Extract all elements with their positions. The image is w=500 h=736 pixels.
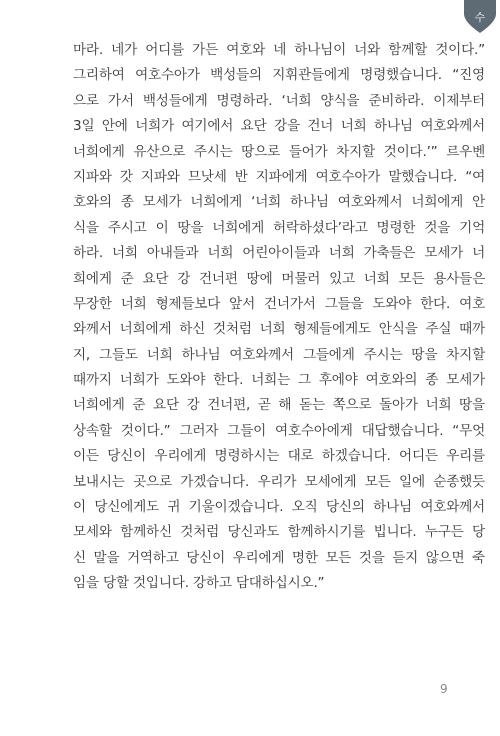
text-line: 때까지 너희가 도와야 한다. 너희는 그 후에야 여호와의 종 모세가 [73,372,485,389]
text-line: 희에게 준 요단 강 건너편 땅에 머물러 있고 너희 모든 용사들은 [73,270,485,287]
chapter-badge-shape [460,0,500,40]
text-line: 상속할 것이다.” 그러자 그들이 여호수아에게 대답했습니다. “무엇 [73,422,485,439]
text-line: 하라. 너희 아내들과 너희 어린아이들과 너희 가축들은 모세가 너 [73,245,485,262]
page-number: 9 [440,682,448,696]
text-line: 그리하여 여호수아가 백성들의 지휘관들에게 명령했습니다. “진영 [73,67,485,84]
text-line: 와께서 너희에게 하신 것처럼 너희 형제들에게도 안식을 주실 때까 [73,321,485,338]
text-line: 으로 가서 백성들에게 명령하라. ‘너희 양식을 준비하라. 이제부터 [73,92,485,109]
text-line: 이 당신에게도 귀 기울이겠습니다. 오직 당신의 하나님 여호와께서 [73,499,485,516]
text-line: 식을 주시고 이 땅을 너희에게 허락하셨다’라고 명령한 것을 기억 [73,219,485,236]
text-line: 3일 안에 너희가 여기에서 요단 강을 건너 너희 하나님 여호와께서 [73,118,485,135]
text-line: 지파와 갓 지파와 므낫세 반 지파에게 여호수아가 말했습니다. “여 [73,168,485,185]
text-line: 너희에게 준 요단 강 건너편, 곧 해 돋는 쪽으로 돌아가 너희 땅을 [73,397,485,414]
text-line: 지, 그들도 너희 하나님 여호와께서 그들에게 주시는 땅을 차지할 [73,346,485,363]
text-line: 너희에게 유산으로 주시는 땅으로 들어가 차지할 것이다.’” 르우벤 [73,143,485,160]
text-line: 모세와 함께하신 것처럼 당신과도 함께하시기를 빕니다. 누구든 당 [73,524,485,541]
text-line: 호와의 종 모세가 너희에게 ‘너희 하나님 여호와께서 너희에게 안 [73,194,485,211]
text-line: 무장한 너희 형제들보다 앞서 건너가서 그들을 도와야 한다. 여호 [73,295,485,312]
text-line-last: 임을 당할 것입니다. 강하고 담대하십시오.” [73,575,325,592]
text-line: 신 말을 거역하고 당신이 우리에게 명한 모든 것을 듣지 않으면 죽 [73,549,485,566]
text-line: 마라. 네가 어디를 가든 여호와 네 하나님이 너와 함께할 것이다.” [73,42,485,58]
text-line: 이든 당신이 우리에게 명령하시는 대로 하겠습니다. 어디든 우리를 [73,448,485,465]
text-line: 보내시는 곳으로 가겠습니다. 우리가 모세에게 모든 일에 순종했듯 [73,473,485,490]
chapter-badge-glyph: 수 [474,11,486,24]
chapter-badge-icon [460,0,500,40]
scripture-text [73,38,485,597]
